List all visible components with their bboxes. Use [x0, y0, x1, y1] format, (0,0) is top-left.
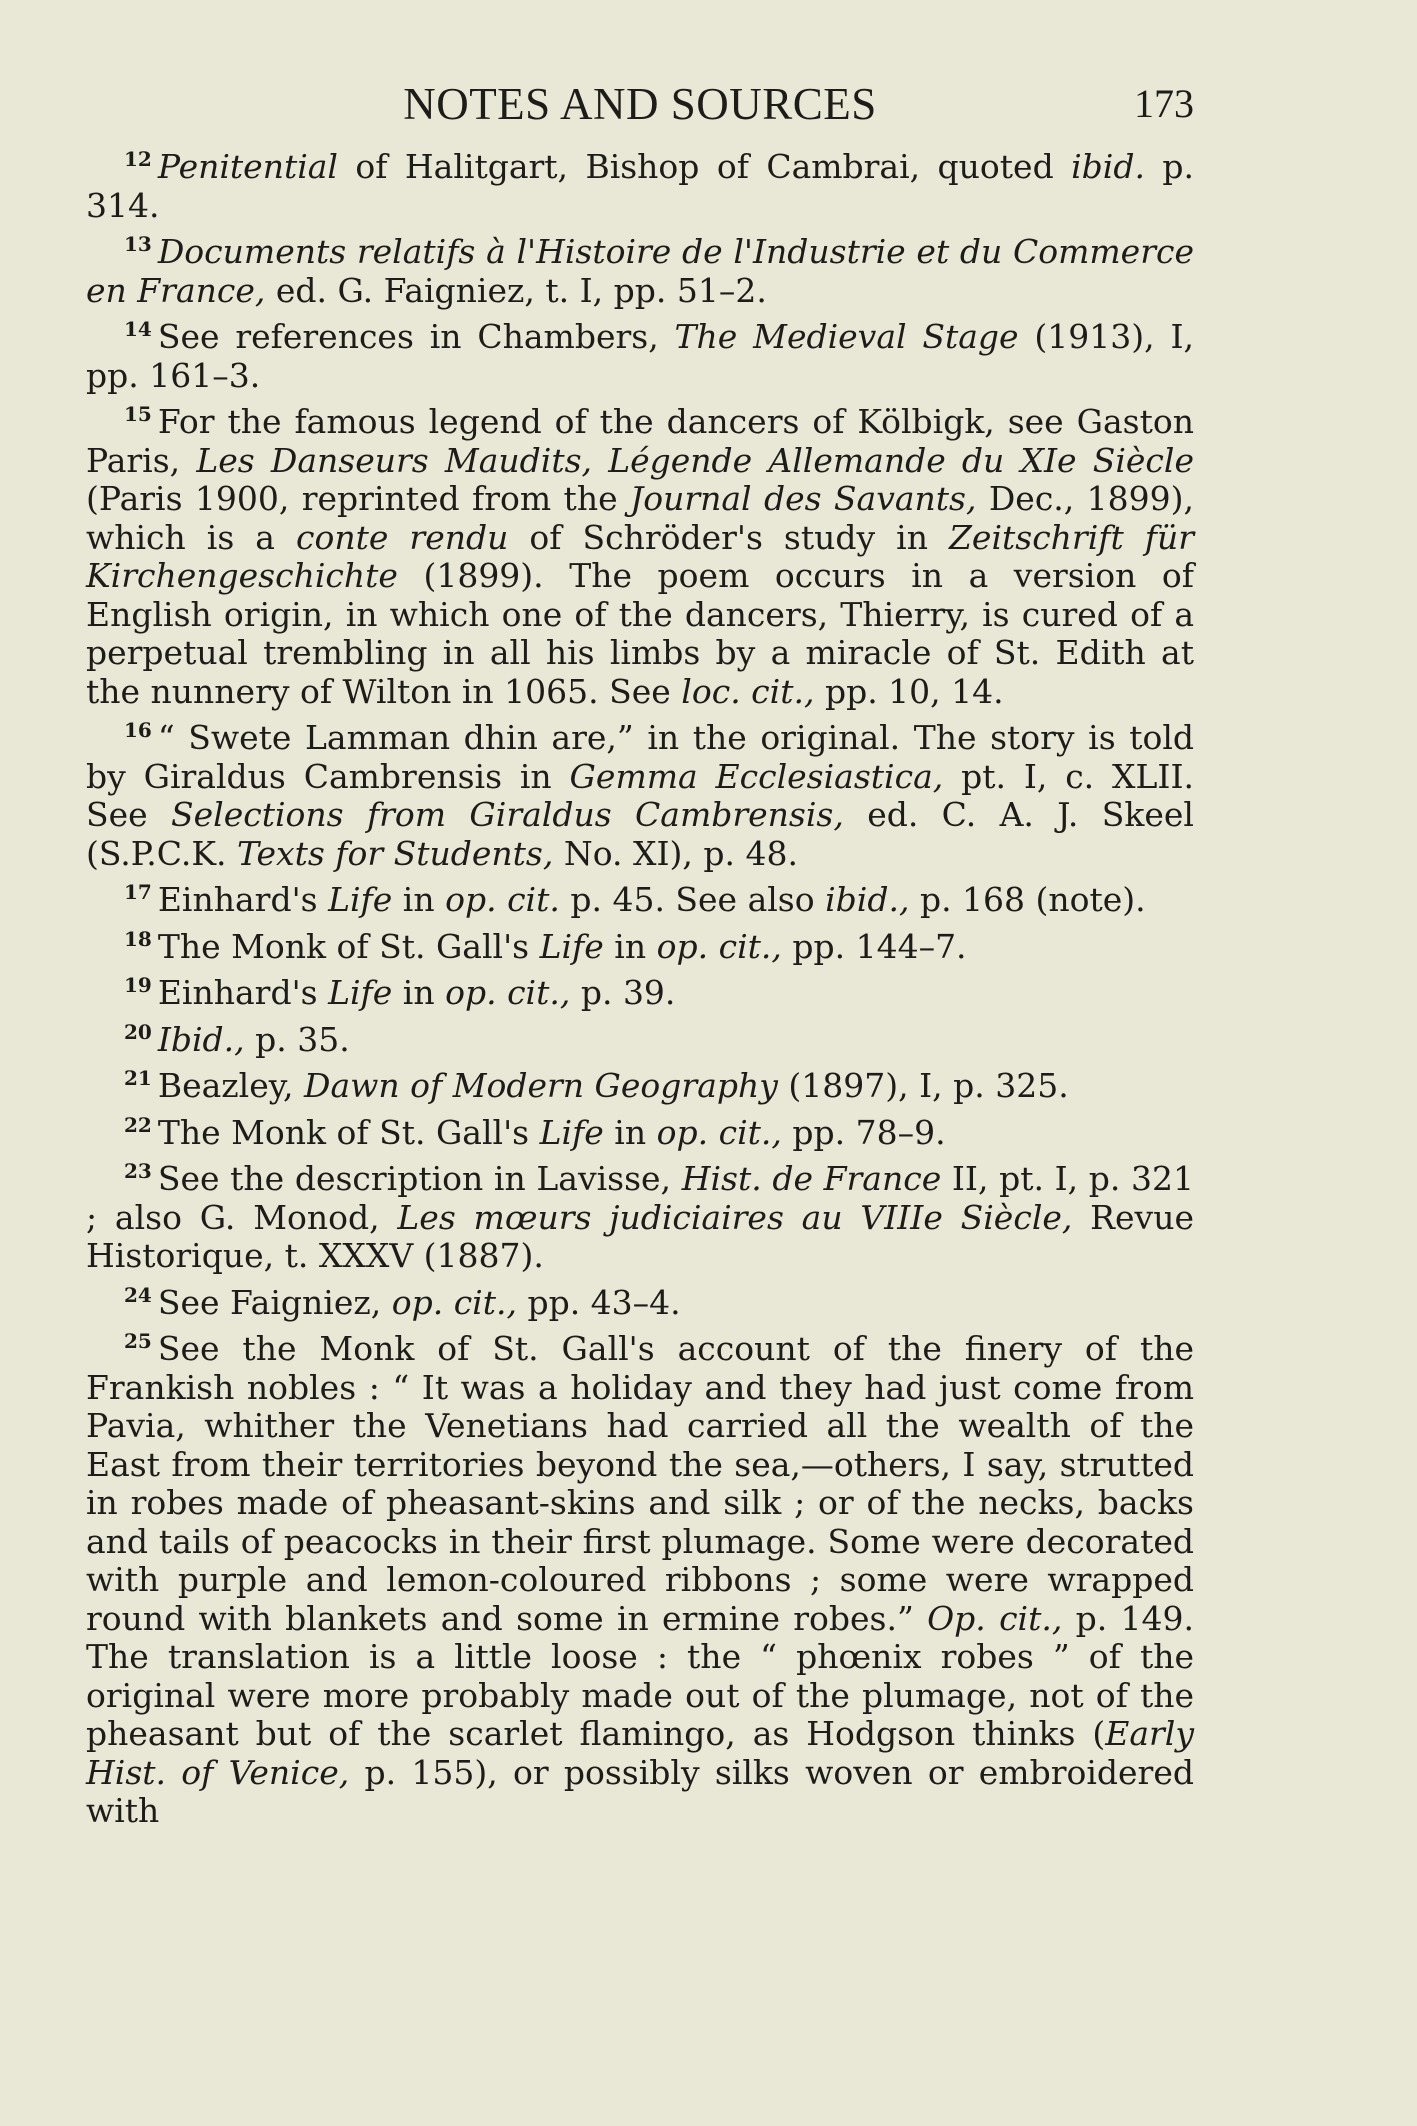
- footnote-number: 14: [124, 317, 152, 341]
- italic-text: Gemma Ecclesiastica,: [569, 756, 944, 796]
- footnote-25: [86, 1330, 1194, 1831]
- note-text: “ Swete Lamman dhin are,” in the original. The story is told by Giraldus Cambrensis in: [86, 718, 1194, 796]
- note-text: p. 314.: [86, 147, 1195, 225]
- footnote-number: 12: [124, 147, 152, 171]
- footnote-number: 19: [124, 973, 152, 997]
- italic-text: Zeitschrift für Kirchengeschichte: [86, 517, 1194, 595]
- note-text: p. 149. The translation is a little loose : the “ phœnix robes ” of the original were more probably made out of the plumage, not of the pheasant but of the scarlet flamingo, as Hodgson thinks (: [86, 1598, 1194, 1753]
- italic-text: Life: [328, 880, 393, 919]
- note-text: See references in Chambers,: [157, 317, 675, 356]
- note-text: II, pt. I, p. 321 ; also G. Monod,: [86, 1159, 1194, 1237]
- footnote-18: [86, 928, 1194, 967]
- italic-text: The Medieval Stage: [674, 317, 1019, 356]
- note-text: Dec., 1899), which is a: [86, 479, 1195, 557]
- note-text: (1897), I, p. 325.: [777, 1066, 1069, 1105]
- footnote-number: 25: [124, 1329, 152, 1353]
- footnote-14: [86, 318, 1194, 395]
- footnote-17: [86, 881, 1194, 920]
- note-text: pp. 144–7.: [781, 926, 967, 966]
- note-text: (Paris 1900, reprinted from the: [86, 479, 630, 518]
- note-text: pp. 43–4.: [516, 1282, 681, 1322]
- note-text: See the Monk of St. Gall's account of the finery of the Frankish nobles : “ It was a holiday and they had just come from Pavia, whither the Venetians had carried all the wealth of the East from their territories beyond the sea,—others, I say, strutted in robes made of pheasant-skins and silk ; or of the necks, backs and tails of peacocks in their first plumage. Some were decorated with purple and lemon-coloured ribbons ; some were wrapped round with blankets and some in ermine robes.”: [86, 1329, 1194, 1638]
- italic-text: Journal des Savants,: [629, 479, 977, 518]
- italic-text: Texts for Students,: [237, 833, 554, 873]
- italic-text: op. cit.,: [656, 926, 782, 966]
- footnote-number: 18: [124, 926, 152, 951]
- italic-text: Life: [539, 926, 604, 966]
- footnote-number: 21: [124, 1066, 152, 1090]
- footnote-15: [86, 403, 1194, 711]
- footnote-number: 20: [124, 1019, 152, 1044]
- footnote-19: [86, 974, 1194, 1013]
- italic-text: Les mœurs judiciaires au VIIIe Siècle,: [397, 1197, 1073, 1237]
- footnote-20: [86, 1021, 1194, 1060]
- italic-text: Documents relatifs à l'Histoire de l'Industrie et du Commerce en France,: [86, 232, 1194, 310]
- footnote-number: 22: [124, 1112, 152, 1137]
- italic-text: op. cit.,: [391, 1282, 517, 1322]
- italic-text: op. cit.: [445, 880, 560, 919]
- note-text: Revue Historique, t. XXXV (1887).: [86, 1197, 1194, 1275]
- note-text: See the description in Lavisse,: [157, 1159, 682, 1198]
- note-text: See Faigniez,: [157, 1282, 392, 1322]
- italic-text: Ibid.,: [157, 1019, 245, 1059]
- note-text: p. 39.: [570, 973, 676, 1012]
- italic-text: ibid.: [1071, 147, 1145, 186]
- note-text: in: [392, 880, 446, 919]
- note-text: pp. 78–9.: [781, 1112, 946, 1152]
- note-text: For the famous legend of the dancers of Kölbigk, see Gaston Paris,: [86, 402, 1194, 480]
- note-text: ed. C. A. J. Skeel (S.P.C.K.: [86, 795, 1194, 873]
- italic-text: op. cit.,: [445, 973, 571, 1012]
- italic-text: loc. cit.,: [681, 671, 815, 711]
- page-number: 173: [1134, 81, 1194, 126]
- footnote-number: 15: [124, 402, 152, 426]
- footnote-number: 13: [124, 232, 152, 256]
- italic-text: ibid.,: [825, 880, 910, 919]
- footnote-13: [86, 233, 1194, 310]
- note-text: pp. 10, 14.: [814, 671, 1004, 711]
- footnote-number: 23: [124, 1159, 152, 1183]
- note-text: p. 155), or possibly silks woven or embroidered with: [86, 1752, 1194, 1830]
- italic-text: Life: [539, 1112, 604, 1152]
- footnote-number: 17: [124, 880, 152, 904]
- note-text: p. 35.: [244, 1019, 350, 1059]
- note-text: (1899). The poem occurs in a version of English origin, in which one of the dancers, Thierry, is cured of a perpetual trembling in all his limbs by a miracle of St. Edith at the nunnery of Wilton in 1065. See: [86, 556, 1194, 711]
- running-title: NOTES AND SOURCES: [403, 79, 877, 129]
- footnote-23: [86, 1160, 1194, 1276]
- italic-text: Early Hist. of Venice,: [86, 1714, 1194, 1792]
- footnote-21: [86, 1067, 1194, 1106]
- note-text: in: [603, 1112, 657, 1152]
- footnote-12: [86, 148, 1194, 225]
- italic-text: conte rendu: [296, 517, 509, 557]
- footnotes-list: [86, 148, 1194, 1839]
- footnote-number: 16: [124, 718, 152, 742]
- italic-text: Life: [328, 973, 393, 1012]
- footnote-16: [86, 719, 1194, 873]
- italic-text: op. cit.,: [656, 1112, 782, 1152]
- footnote-24: [86, 1284, 1194, 1323]
- note-text: of Schröder's study in: [508, 517, 949, 557]
- note-text: Einhard's: [157, 973, 329, 1012]
- italic-text: Dawn of Modern Geography: [304, 1066, 778, 1105]
- note-text: of Halitgart, Bishop of Cambrai, quoted: [338, 147, 1072, 186]
- note-text: in: [392, 973, 446, 1012]
- italic-text: Selections from Giraldus Cambrensis,: [171, 795, 844, 834]
- italic-text: Op. cit.,: [927, 1598, 1063, 1638]
- italic-text: Penitential: [157, 147, 338, 186]
- note-text: in: [603, 926, 657, 966]
- footnote-number: 24: [124, 1282, 152, 1307]
- italic-text: Hist. de France: [681, 1159, 942, 1198]
- footnote-22: [86, 1114, 1194, 1153]
- note-text: p. 168 (note).: [909, 880, 1146, 919]
- note-text: (1913), I, pp. 161–3.: [86, 317, 1195, 395]
- note-text: p. 45. See also: [559, 880, 826, 919]
- note-text: Beazley,: [157, 1066, 305, 1105]
- note-text: Einhard's: [157, 880, 329, 919]
- running-header: [86, 78, 1194, 130]
- note-text: pt. I, c. XLII. See: [86, 756, 1194, 834]
- note-text: No. XI), p. 48.: [553, 833, 798, 873]
- italic-text: Les Danseurs Maudits, Légende Allemande du XIe Siècle: [196, 440, 1194, 480]
- note-text: ed. G. Faigniez, t. I, pp. 51–2.: [265, 270, 767, 310]
- note-text: The Monk of St. Gall's: [157, 926, 540, 966]
- note-text: The Monk of St. Gall's: [157, 1112, 540, 1152]
